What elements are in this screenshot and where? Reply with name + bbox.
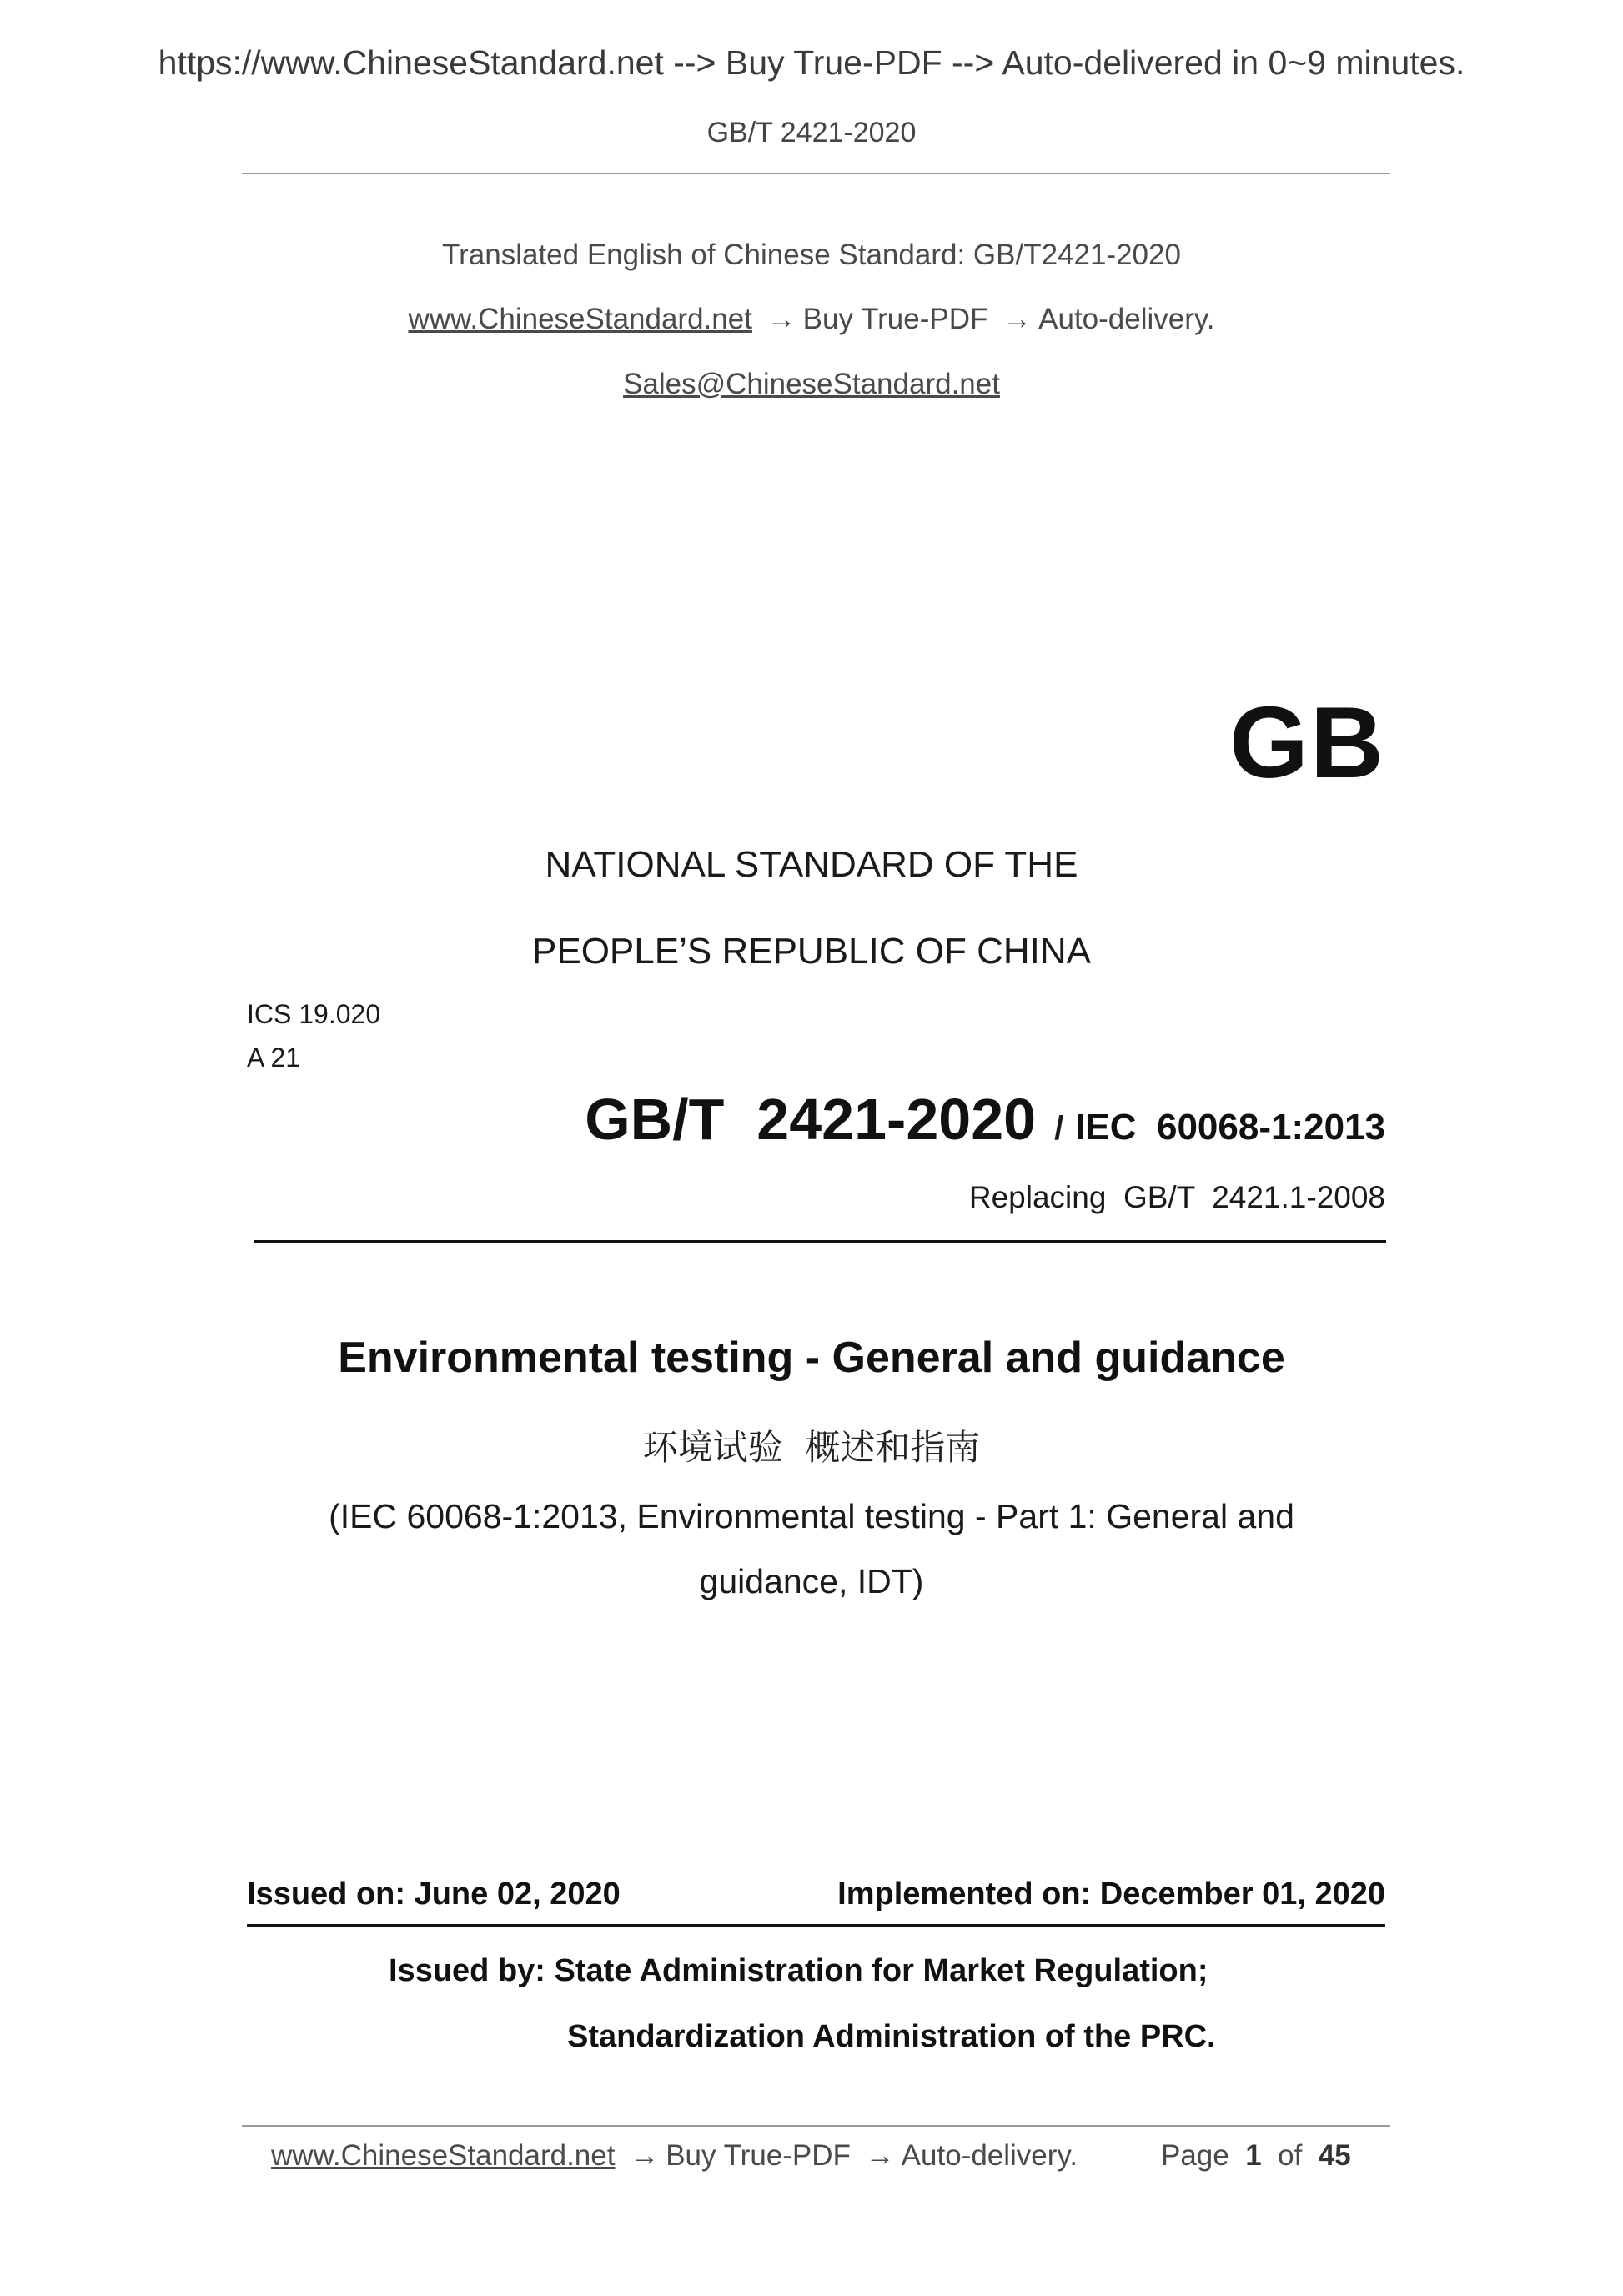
gb-logo: GB xyxy=(1229,686,1385,799)
iec-number: IEC 60068-1:2013 xyxy=(1075,1107,1385,1148)
issue-divider xyxy=(247,1924,1385,1927)
delivery-text: Auto-delivery. xyxy=(1038,303,1215,335)
page-total: 45 xyxy=(1318,2139,1351,2172)
ccs-code: A 21 xyxy=(247,1042,301,1073)
arrow-right-icon: → xyxy=(766,303,796,335)
ics-code: ICS 19.020 xyxy=(247,999,381,1029)
page-of: of xyxy=(1278,2139,1303,2172)
arrow-right-icon: → xyxy=(865,2139,895,2172)
header-divider xyxy=(242,173,1390,174)
sales-email-link[interactable]: Sales@ChineseStandard.net xyxy=(623,368,1000,400)
page-indicator xyxy=(1161,2139,1351,2173)
arrow-right-icon: → xyxy=(630,2139,660,2172)
footer-delivery-text: Auto-delivery. xyxy=(901,2139,1078,2172)
issued-by-line2: Standardization Administration of the PRC. xyxy=(567,2019,1216,2054)
title-divider xyxy=(254,1240,1386,1243)
footer-buy-line xyxy=(271,2139,1078,2173)
buy-line xyxy=(0,303,1623,336)
translated-notice: Translated English of Chinese Standard: GB/T2421-2020 xyxy=(442,239,1181,271)
footer-buy-text: Buy True-PDF xyxy=(666,2139,851,2172)
email-line xyxy=(0,368,1623,401)
issued-by-line1: Issued by: State Administration for Market Regulation; xyxy=(389,1953,1208,1988)
iec-equivalence-note-line1: (IEC 60068-1:2013, Environmental testing - Part 1: General and xyxy=(329,1497,1294,1535)
national-standard-line2: PEOPLE’S REPUBLIC OF CHINA xyxy=(532,931,1091,972)
arrow-right-icon: → xyxy=(1002,303,1033,335)
footer-divider xyxy=(242,2125,1390,2127)
footer-site-link[interactable]: www.ChineseStandard.net xyxy=(271,2139,616,2172)
buy-text: Buy True-PDF xyxy=(802,303,988,335)
implemented-on-date: Implemented on: December 01, 2020 xyxy=(837,1876,1385,1912)
header-standard-code: GB/T 2421-2020 xyxy=(706,117,917,148)
iec-equivalence-note-line2: guidance, IDT) xyxy=(699,1562,924,1600)
standard-number: GB/T 2421-2020 xyxy=(585,1087,1037,1152)
national-standard-line1: NATIONAL STANDARD OF THE xyxy=(545,844,1078,885)
title-english: Environmental testing - General and guidance xyxy=(338,1334,1285,1382)
top-banner[interactable]: https://www.ChineseStandard.net --> Buy True-PDF --> Auto-delivered in 0~9 minutes. xyxy=(158,43,1465,82)
page-label: Page xyxy=(1161,2139,1229,2172)
standard-number-block xyxy=(585,1086,1385,1153)
replacing-standard: Replacing GB/T 2421.1-2008 xyxy=(968,1180,1385,1214)
site-link[interactable]: www.ChineseStandard.net xyxy=(408,303,752,335)
standard-separator: / xyxy=(1054,1110,1064,1147)
issued-on-date: Issued on: June 02, 2020 xyxy=(247,1876,621,1912)
title-chinese: 环境试验 概述和指南 xyxy=(642,1427,981,1468)
page-current: 1 xyxy=(1245,2139,1262,2172)
